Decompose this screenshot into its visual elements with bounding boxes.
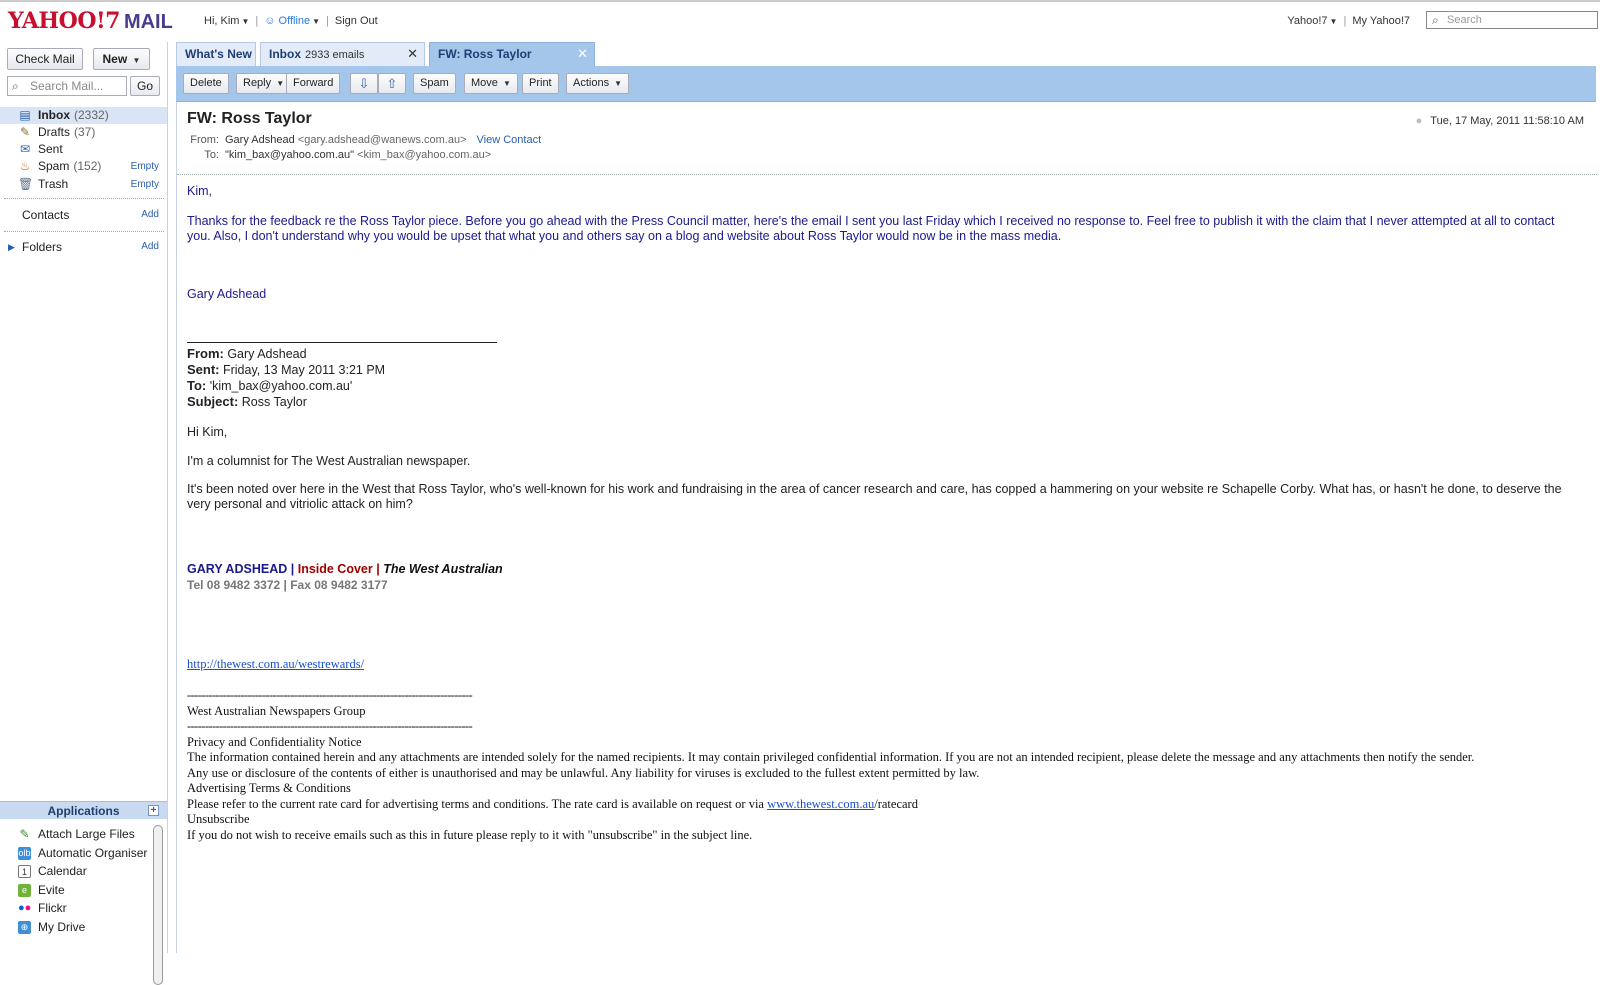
paperclip-icon: ✎ — [19, 827, 30, 841]
fwd-from-line — [187, 346, 1567, 362]
app-label: Evite — [38, 883, 65, 897]
privacy-text: Any use or disclosure of the contents of either is unauthorised and may be unlawful. Any liability for viruses is excluded to the fullest extent permitted by law. — [187, 766, 980, 780]
add-contact-link[interactable]: Add — [141, 209, 159, 220]
message-toolbar — [176, 66, 1596, 102]
expand-icon[interactable]: ▶ — [8, 242, 15, 252]
search-placeholder: Search — [1447, 14, 1482, 26]
fwd-paragraph: It's been noted over here in the West that Ross Taylor, who's well-known for his work and fundraising in the area of cancer research and care, has copped a hammering on your website re Schapelle Corby. What has, or hasn't he done, to deserve the very personal and vitriolic attack on him? — [187, 482, 1562, 511]
tab-label: Inbox — [269, 47, 301, 61]
to-name[interactable]: "kim_bax@yahoo.com.au" — [225, 149, 355, 161]
tab-fw-ross-taylor[interactable] — [429, 42, 595, 66]
app-attach-large-files[interactable] — [0, 825, 150, 843]
fwd-subject-line — [187, 394, 1567, 410]
print-button[interactable]: Print — [522, 73, 559, 94]
reply-label: Reply — [243, 77, 272, 89]
search-mail-placeholder: Search Mail... — [30, 79, 104, 93]
fwd-subject-value: Ross Taylor — [241, 395, 307, 409]
folder-label: Inbox — [38, 108, 70, 122]
move-label: Move — [471, 77, 498, 89]
unsubscribe-text: If you do not wish to receive emails such as this in future please reply to it with "unsubscribe" in the subject line. — [187, 828, 753, 842]
applications-header[interactable] — [0, 801, 167, 819]
from-name[interactable]: Gary Adshead — [225, 134, 295, 146]
tab-label: What's New — [185, 47, 252, 61]
fwd-to-value: 'kim_bax@yahoo.com.au' — [209, 379, 353, 393]
web-search-input[interactable] — [1426, 11, 1598, 29]
contacts-section[interactable] — [0, 208, 167, 222]
yahoo-logo[interactable] — [8, 8, 173, 34]
advertising-title: Advertising Terms & Conditions — [187, 781, 351, 795]
from-label: From: — [190, 134, 219, 146]
user-nav — [204, 15, 378, 27]
from-line — [189, 134, 541, 146]
actions-label: Actions — [573, 77, 610, 89]
fwd-paragraph: I'm a columnist for The West Australian newspaper. — [187, 454, 471, 468]
fwd-greeting: Hi Kim, — [187, 425, 228, 439]
actions-button[interactable] — [566, 73, 629, 94]
body-paragraph: Thanks for the feedback re the Ross Taylor piece. Before you go ahead with the Press Council matter, here's the email I sent you last Friday which I received no response to. Feel free to publish it with the claim that I never attempted at all to contact you. Also, I don't understand why you would be upset that what you and others say on a blog and website about Ross Taylor would now be in the mass media. — [187, 214, 1555, 243]
reply-button[interactable] — [236, 73, 291, 94]
fwd-sent-line — [187, 362, 1567, 378]
dash-divider: -------------------------------------------------------------------------------- — [187, 688, 473, 702]
drive-icon: ⊕ — [18, 921, 31, 934]
app-label: Automatic Organiser — [38, 846, 148, 860]
divider — [4, 198, 164, 199]
message-pane — [176, 102, 1596, 953]
folder-label: Trash — [38, 177, 69, 191]
go-button[interactable]: Go — [130, 76, 160, 96]
trash-icon: 🗑 — [18, 177, 34, 191]
fwd-subject-label: Subject: — [187, 394, 239, 409]
calendar-icon: 1 — [18, 865, 31, 878]
ratecard-suffix: /ratecard — [874, 797, 918, 811]
close-icon[interactable]: ✕ — [407, 46, 418, 61]
app-label: My Drive — [38, 920, 86, 934]
body-greeting: Kim, — [187, 184, 212, 198]
search-icon: ⌕ — [12, 79, 19, 93]
tab-whats-new[interactable] — [176, 42, 256, 66]
separator: | — [255, 15, 259, 27]
sig-separator: | — [290, 562, 295, 576]
yahoo7-label: Yahoo!7 — [1287, 15, 1328, 27]
date-text: Tue, 17 May, 2011 11:58:10 AM — [1430, 115, 1584, 127]
separator: | — [1343, 15, 1347, 27]
flickr-icon: ●● — [18, 902, 32, 914]
sig-role: Inside Cover — [297, 562, 373, 576]
quote-rule — [187, 342, 497, 343]
right-nav — [1287, 15, 1410, 27]
inbox-icon: ▤ — [19, 108, 31, 122]
folder-count: (2332) — [74, 108, 109, 122]
applications-label: Applications — [47, 804, 120, 818]
chevron-down-icon: ▼ — [1329, 17, 1338, 26]
message-subject: FW: Ross Taylor — [187, 110, 312, 127]
sig-name: GARY ADSHEAD — [187, 562, 288, 576]
westrewards-link[interactable]: http://thewest.com.au/westrewards/ — [187, 657, 365, 671]
status-icon: ☺ — [264, 15, 276, 27]
header-divider — [177, 174, 1597, 175]
chevron-down-icon[interactable]: ▼ — [276, 79, 285, 88]
divider — [4, 231, 164, 232]
apps-scrollbar[interactable] — [153, 825, 163, 985]
to-line — [189, 149, 491, 161]
to-label: To: — [204, 149, 219, 161]
folder-label: Sent — [38, 142, 63, 156]
group-name: West Australian Newspapers Group — [187, 704, 366, 718]
from-address: <gary.adshead@wanews.com.au> — [297, 134, 467, 146]
advertising-text — [187, 797, 1567, 813]
fwd-to-line — [187, 378, 1567, 394]
chevron-down-icon: ▼ — [614, 79, 623, 88]
sign-out-link[interactable]: Sign Out — [334, 15, 378, 27]
view-contact-link[interactable]: View Contact — [476, 134, 542, 146]
spam-icon: ♨ — [19, 159, 31, 173]
organiser-icon: olb — [18, 848, 31, 858]
privacy-title: Privacy and Confidentiality Notice — [187, 735, 362, 749]
new-button[interactable] — [93, 48, 150, 70]
logo-mail-text: MAIL — [123, 11, 173, 33]
to-address: <kim_bax@yahoo.com.au> — [357, 149, 492, 161]
folder-label: Drafts — [38, 125, 71, 139]
separator: | — [326, 15, 329, 27]
fwd-sent-value: Friday, 13 May 2011 3:21 PM — [222, 363, 386, 377]
sig-paper: The West Australian — [383, 562, 503, 576]
folders-label: Folders — [22, 240, 63, 254]
app-my-drive[interactable] — [0, 918, 150, 936]
sig-separator: | — [376, 562, 380, 576]
fwd-to-label: To: — [187, 378, 207, 393]
yahoo7-menu[interactable] — [1287, 15, 1337, 27]
app-label: Flickr — [38, 901, 67, 915]
status-label: Offline — [278, 15, 311, 27]
tab-sublabel: 2933 emails — [305, 49, 365, 61]
flag-icon[interactable]: ● — [1415, 115, 1423, 127]
chevron-down-icon: ▼ — [241, 17, 250, 26]
add-folder-link[interactable]: Add — [141, 241, 159, 252]
app-automatic-organiser[interactable] — [0, 844, 150, 862]
app-label: Calendar — [38, 864, 87, 878]
search-icon: ⌕ — [1432, 13, 1439, 27]
tab-label: FW: Ross Taylor — [438, 47, 532, 61]
signature-line — [187, 562, 1567, 576]
body-signoff: Gary Adshead — [187, 287, 267, 301]
sig-phone: Tel 08 9482 3372 | Fax 08 9482 3177 — [187, 578, 388, 592]
app-flickr[interactable] — [0, 899, 150, 917]
evite-icon: e — [18, 884, 31, 897]
new-label: New — [102, 52, 128, 66]
thewest-link[interactable]: www.thewest.com.au — [767, 797, 875, 811]
move-button[interactable] — [464, 73, 518, 94]
folder-sent[interactable] — [0, 141, 167, 158]
folder-drafts[interactable] — [0, 124, 167, 141]
tab-inbox[interactable] — [260, 42, 425, 66]
status-menu[interactable] — [264, 15, 320, 27]
previous-message-icon[interactable]: ⇧ — [378, 73, 406, 94]
forward-button[interactable]: Forward — [286, 73, 340, 94]
message-date — [1416, 115, 1584, 127]
my-yahoo7-link[interactable]: My Yahoo!7 — [1352, 15, 1410, 27]
plus-icon[interactable]: + — [148, 805, 159, 816]
sent-icon: ✉ — [19, 142, 31, 156]
app-evite[interactable] — [0, 881, 150, 899]
app-calendar[interactable] — [0, 862, 150, 880]
app-label: Attach Large Files — [38, 827, 135, 841]
tab-bar — [176, 42, 1596, 66]
sidebar — [0, 42, 168, 953]
advertising-text-body: Please refer to the current rate card for advertising terms and conditions. The rate card is available on request or via — [187, 797, 764, 811]
chevron-down-icon: ▼ — [312, 17, 321, 26]
logo-text: YAHOO!7 — [8, 8, 120, 34]
folder-label: Spam — [38, 159, 70, 173]
folders-section[interactable] — [0, 240, 167, 254]
next-message-icon[interactable]: ⇩ — [350, 73, 378, 94]
chevron-down-icon[interactable]: ▼ — [132, 56, 141, 65]
empty-trash-link[interactable]: Empty — [130, 179, 159, 190]
check-mail-button[interactable]: Check Mail — [7, 48, 83, 70]
fwd-sent-label: Sent: — [187, 362, 220, 377]
folder-inbox[interactable] — [0, 107, 167, 124]
fwd-from-value: Gary Adshead — [227, 347, 307, 361]
unsubscribe-title: Unsubscribe — [187, 812, 250, 826]
empty-spam-link[interactable]: Empty — [130, 161, 159, 172]
folder-count: (37) — [74, 125, 96, 139]
folder-trash[interactable] — [0, 176, 167, 193]
delete-button[interactable]: Delete — [183, 73, 229, 94]
folder-spam[interactable] — [0, 158, 167, 175]
privacy-text: The information contained herein and any attachments are intended solely for the named recipients. It may contain privileged confidential information. If you are not an intended recipient, please delete the message and any attachments then notify the sender. — [187, 750, 1475, 764]
spam-button[interactable]: Spam — [413, 73, 456, 94]
contacts-label: Contacts — [22, 208, 70, 222]
close-icon[interactable]: ✕ — [577, 46, 588, 61]
dash-divider: -------------------------------------------------------------------------------- — [187, 719, 473, 733]
fwd-from-label: From: — [187, 346, 224, 361]
folder-count: (152) — [73, 159, 102, 173]
greeting-menu[interactable] — [204, 15, 249, 27]
search-mail-input[interactable] — [7, 76, 127, 96]
top-bar — [0, 0, 1600, 40]
chevron-down-icon: ▼ — [502, 79, 511, 88]
greeting-label: Hi, Kim — [204, 15, 240, 27]
drafts-icon: ✎ — [19, 125, 31, 139]
